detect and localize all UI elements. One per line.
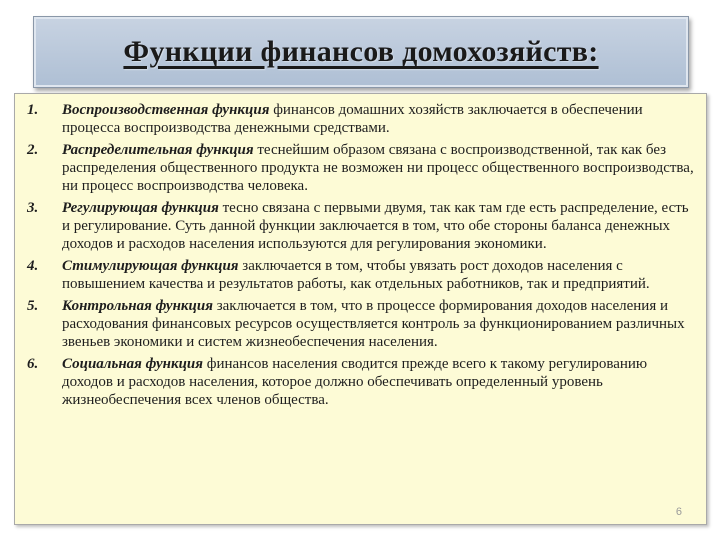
item-number: 3. bbox=[27, 200, 39, 216]
list-item bbox=[15, 141, 706, 195]
item-number: 6. bbox=[27, 356, 39, 372]
item-number: 2. bbox=[27, 142, 39, 158]
list-item bbox=[15, 101, 706, 137]
item-number: 4. bbox=[27, 258, 39, 274]
item-text: финансов населения сводится прежде всего к такому регулированию доходов и расходов населения, которое должно обеспечивать определенный уровень жизнеобеспечения всех членов общества. bbox=[62, 356, 648, 408]
item-text: тесно связана с первыми двумя, так как там где есть распределение, есть и регулирование. Суть данной функции заключается в том, что обе стороны баланса денежных доходов и расходов населения используются для регулирования экономики. bbox=[62, 200, 689, 252]
item-text: заключается в том, чтобы увязать рост доходов населения с повышением качества и результатов работы, как отдельных работников, так и предприятий. bbox=[62, 258, 650, 292]
content-box bbox=[14, 93, 707, 525]
item-term: Социальная функция bbox=[62, 356, 203, 372]
item-text: заключается в том, что в процессе формирования доходов населения и расходования финансовых ресурсов осуществляется контроль за функционированием различных звеньев экономики и систем жизнеобеспечения населения. bbox=[62, 298, 685, 350]
item-number: 5. bbox=[27, 298, 39, 314]
item-term: Стимулирующая функция bbox=[62, 258, 239, 274]
page-number: 6 bbox=[675, 506, 682, 518]
slide-title: Функции финансов домохозяйств: bbox=[123, 35, 599, 68]
item-number: 1. bbox=[27, 102, 39, 118]
item-text: теснейшим образом связана с воспроизводственной, так как без распределения общественного продукта не возможен ни процесс общественного воспроизводства, ни процесс воспроизводства человека. bbox=[62, 142, 694, 194]
item-term: Распределительная функция bbox=[62, 142, 254, 158]
function-list bbox=[15, 101, 706, 413]
item-text: финансов домашних хозяйств заключается в обеспечении процесса воспроизводства денежными средствами. bbox=[62, 102, 643, 136]
list-item bbox=[15, 355, 706, 409]
item-term: Контрольная функция bbox=[62, 298, 213, 314]
list-item bbox=[15, 199, 706, 253]
list-item bbox=[15, 257, 706, 293]
item-term: Воспроизводственная функция bbox=[62, 102, 270, 118]
title-box bbox=[33, 16, 689, 88]
item-term: Регулирующая функция bbox=[62, 200, 219, 216]
list-item bbox=[15, 297, 706, 351]
